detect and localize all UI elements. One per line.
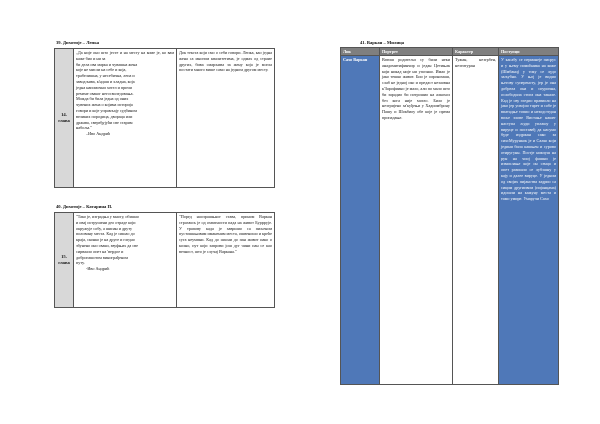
portrait-cell: Ватиш родитељи су били неки анадомитифинчир и један Цетињак који никад није ни упознао. Имао је јако тешко живот. Био је сирономаш, слаб не једној око и предаст незаовна к'Зарофиино је мало, али по мало што би зарадио би потрошио на алкохол без кога није могло. Било је незгријено за'куђењи у Хадиомброну Пашу и Шокбиоу обе које је према пропадање. — [380, 56, 453, 385]
quote-cell — [74, 213, 177, 308]
chapter-label: 14. глава — [55, 49, 74, 188]
chapter-label: 15. глава — [55, 213, 74, 308]
comment-cell: "Поред наспрашњног става, прином Варкан страхвољ је од охватности пада на живот Бурррује. У трапову када је завршио са пиљеном пустошкњивим иманеним места, ошвеношо и креће суга неумпни. Кад до шасни до пан живот иако о колно, пут који запрови још дуг чини пан се као вечност, што је случај Варкана." — [177, 213, 275, 308]
traits-cell: Тужан, незгрбен, незгитуран — [453, 56, 499, 385]
character-name: Сахо Варкан — [341, 56, 380, 385]
section-40-heading: 40. Дихотије – Катарина П. — [56, 204, 113, 209]
section-41-table — [340, 47, 559, 385]
quote-author: -Иво Андрић — [86, 266, 110, 272]
column-header-traits: Карактер — [453, 48, 499, 56]
column-header-character: Лик — [341, 48, 380, 56]
quote-text: "Тако је, изградња у многу, обишао и овај иструшени део отраде који окружује собу, а шипан и друту половину места. Кад је сишао до краја, сконко је на друге и гледао збунено оно сваки, звуфњих да све сирваало опет на 'вердое и доброгашотом винограђеном путу. — [76, 214, 139, 266]
quote-author: –Иво Андрић — [86, 131, 111, 137]
comment-cell: Док текста који смо о себи говори. Лепка, као једна жена са многим квалитетима, је одмах од страие других, бива смарљива за жену која је могла постати много више само на једном другом месту. — [177, 49, 275, 188]
section-39-heading: 39. Дихотије – Лепка — [56, 40, 100, 45]
section-40-table — [54, 212, 275, 308]
section-39-table — [54, 48, 275, 188]
right-page — [300, 0, 600, 424]
quote-cell — [74, 49, 177, 188]
actions-cell: У касабу се перманеје писрус и у њему помоћника на коже (Шмбанц) у току се лудо заљубно. У њој је видио његову суперенсту, јер је она добрела она и спурична, ослободила стига она такале. Кад је сву гледио правиоло на јако јер усвојио тарет и собе је впатадње топио и незодстедан воље злове Вистање нашег наступа људи уплашу у вируце и поставеђ да насумо буде издржан сако за сихсМурункок је и Салко који једини била кашњен и сурово отиругунн. Постје никчуш на рун на чиој фашни је измислање које он сенца и опет разишло се лубзшну у кају и далее вируце. У једном од својих пијанства задрио са сицим другипвом (пијанцама) идошли на кажуну места и тамо умире. Умаручи Сахо — [499, 56, 559, 385]
column-header-portrait: Портрет — [380, 48, 453, 56]
section-41-heading: 41. Варкан – Милица — [360, 40, 405, 45]
column-header-actions: Поступци — [499, 48, 559, 56]
quote-text: „Да није оно што јесте и на месту на коме је, ко вам каже био и ни за би дела ова марка и чувашна жена које не мисли на себе и која, трабелишна, у несебична, лепа и заводљива, к'ндаш и хладна, која једна напомочни хотел и причи ремене сваког негосволедовања. Можда би била једна од оних чувених жена о којима историја говори и које управљају судбином великих породица, двораца или држава, свеређујући све старим набоља." — [76, 50, 174, 131]
